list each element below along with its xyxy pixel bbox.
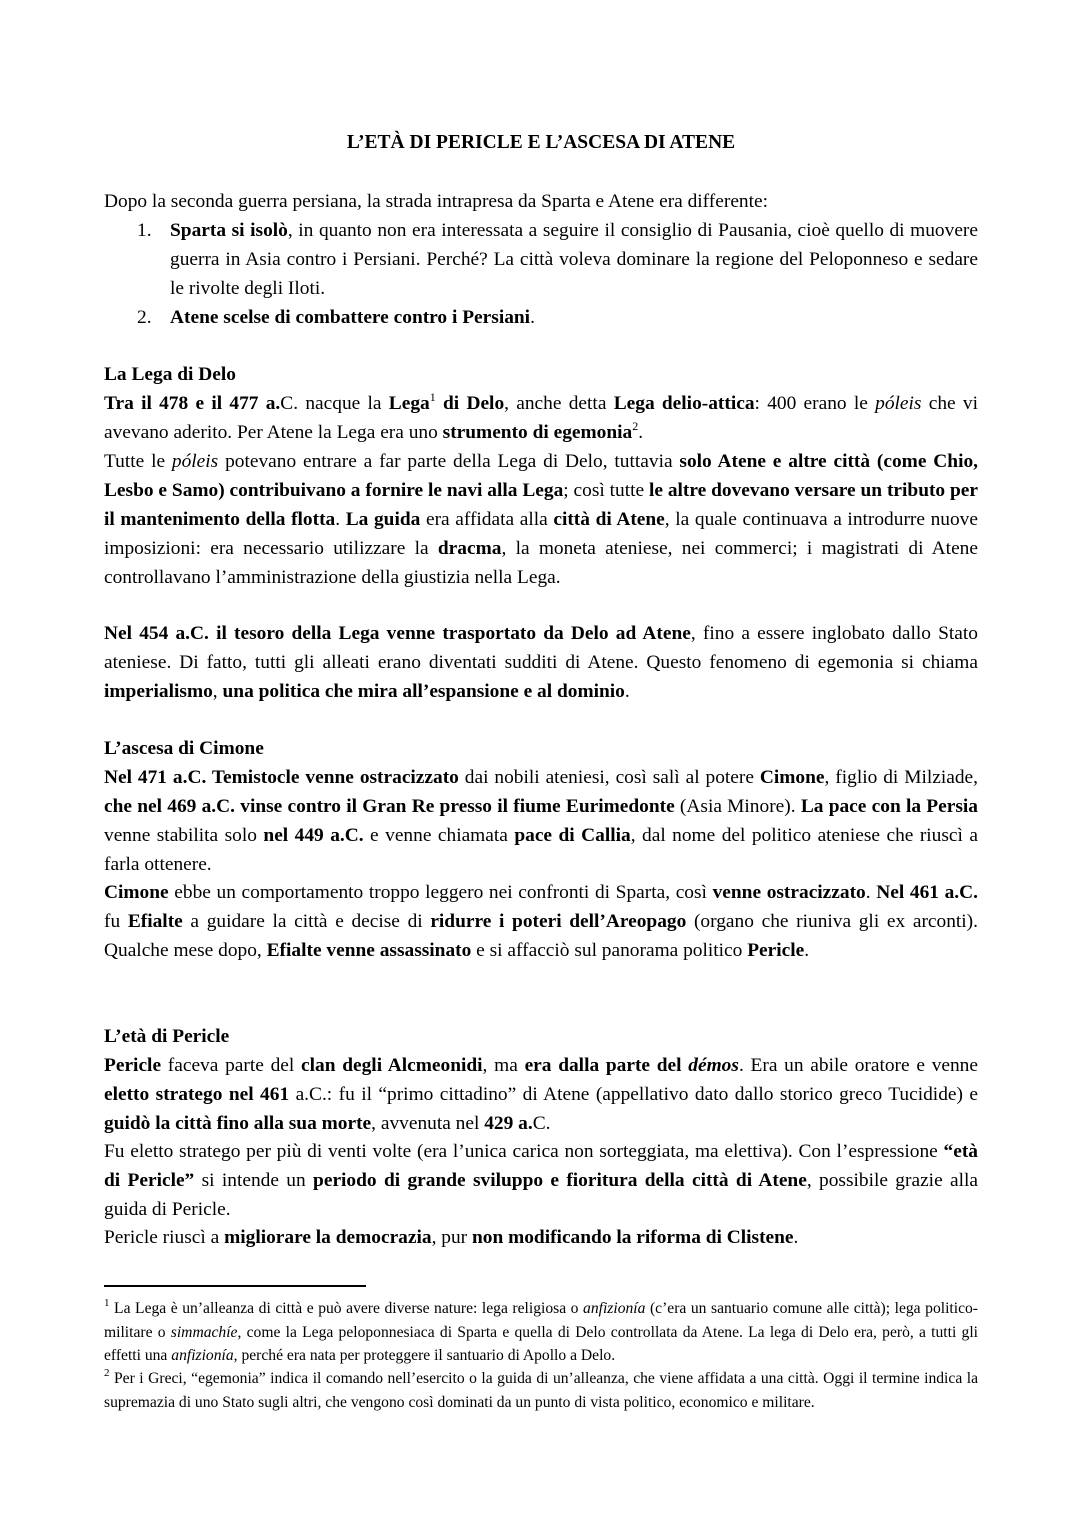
footnote-ref: 1: [429, 389, 436, 404]
section-paragraph: Tra il 478 e il 477 a.C. nacque la Lega$^1$ di Delo, anche detta Lega delio-attica: 400 erano le póleis che vi avevano aderito. Per Atene la Lega era uno strumento di egemonia$^2$.: [104, 389, 978, 443]
footnote-ref: 2: [104, 1366, 110, 1379]
section-paragraph: Nel 471 a.C. Temistocle venne ostracizzato dai nobili ateniesi, così salì al potere Cimone, figlio di Milziade, che nel 469 a.C. vinse contro il Gran Re presso il fiume Eurimedonte (Asia Minore). La pace con la Persia venne stabilita solo nel 449 a.C. e venne chiamata pace di Callia, dal nome del politico ateniese che riuscì a farla ottenere.: [104, 767, 978, 875]
section-paragraph: Fu eletto stratego per più di venti volte (era l’unica carica non sorteggiata, ma elettiva). Con l’espressione “età di Pericle” si intende un periodo di grande sviluppo e fioritura della città di Atene, possibile grazie alla guida di Pericle.: [104, 1141, 979, 1220]
footnote-2: $^2$ Per i Greci, “egemonia” indica il comando nell’esercito o la guida di un’alleanza, che viene affidata a una città. Oggi il termine indica la supremazia di uno Stato sugli altri, che vengono così dominati da un punto di vista politico, economico e militare.: [104, 1366, 978, 1411]
section-heading-eta-di-pericle: L’età di Pericle: [104, 1026, 230, 1047]
numbered-list: [104, 216, 978, 332]
footnote-1: $^1$ La Lega è un’alleanza di città e può avere diverse nature: lega religiosa o anfizionía (c’era un santuario comune alle città); lega politico-militare o simmachíe, come la Lega peloponnesiaca di Sparta e quella di Delo controllata da Atene. La lega di Delo era, però, a tutti gli effetti una anfizionía, perché era nata per proteggere il santuario di Apollo a Delo.: [104, 1296, 978, 1364]
intro-paragraph: Dopo la seconda guerra persiana, la strada intrapresa da Sparta e Atene era differente:: [104, 191, 768, 212]
section-paragraph: Cimone ebbe un comportamento troppo leggero nei confronti di Sparta, così venne ostracizzato. Nel 461 a.C. fu Efialte a guidare la città e decise di ridurre i poteri dell’Areopago (organo che riuniva gli ex arconti). Qualche mese dopo, Efialte venne assassinato e si affacciò sul panorama politico Pericle.: [104, 882, 978, 961]
list-number: 1.: [137, 220, 152, 241]
section-paragraph: Nel 454 a.C. il tesoro della Lega venne trasportato da Delo ad Atene, fino a essere inglobato dallo Stato ateniese. Di fatto, tutti gli alleati erano diventati sudditi di Atene. Questo fenomeno di egemonia si chiama imperialismo, una politica che mira all’espansione e al dominio.: [104, 623, 978, 702]
list-item: [104, 216, 978, 303]
list-item-text: Sparta si isolò, in quanto non era interessata a seguire il consiglio di Pausania, cioè quello di muovere guerra in Asia contro i Persiani. Perché? La città voleva dominare la regione del Peloponneso e sedare le rivolte degli Iloti.: [170, 220, 978, 299]
list-number: 2.: [137, 307, 152, 328]
document-title: L’ETÀ DI PERICLE E L’ASCESA DI ATENE: [346, 132, 736, 153]
section-paragraph: Pericle faceva parte del clan degli Alcmeonidi, ma era dalla parte del démos. Era un abile oratore e venne eletto stratego nel 461 a.C.: fu il “primo cittadino” di Atene (appellativo dato dallo storico greco Tucidide) e guidò la città fino alla sua morte, avvenuta nel 429 a.C.: [104, 1055, 978, 1134]
section-heading-lega-di-delo: La Lega di Delo: [104, 364, 236, 385]
list-item: [104, 303, 978, 332]
footnote-ref: 1: [104, 1296, 110, 1309]
footnote-separator: [104, 1285, 366, 1287]
list-item-text: Atene scelse di combattere contro i Persiani.: [170, 307, 535, 328]
section-paragraph: Tutte le póleis potevano entrare a far parte della Lega di Delo, tuttavia solo Atene e altre città (come Chio, Lesbo e Samo) contribuivano a fornire le navi alla Lega; così tutte le altre dovevano versare un tributo per il mantenimento della flotta. La guida era affidata alla città di Atene, la quale continuava a introdurre nuove imposizioni: era necessario utilizzare la dracma, la moneta ateniese, nei commerci; i magistrati di Atene controllavano l’amministrazione della giustizia nella Lega.: [104, 451, 978, 588]
footnote-ref: 2: [632, 418, 639, 433]
section-paragraph: Pericle riuscì a migliorare la democrazia, pur non modificando la riforma di Clistene.: [104, 1227, 799, 1248]
section-heading-ascesa-di-cimone: L’ascesa di Cimone: [104, 738, 264, 759]
